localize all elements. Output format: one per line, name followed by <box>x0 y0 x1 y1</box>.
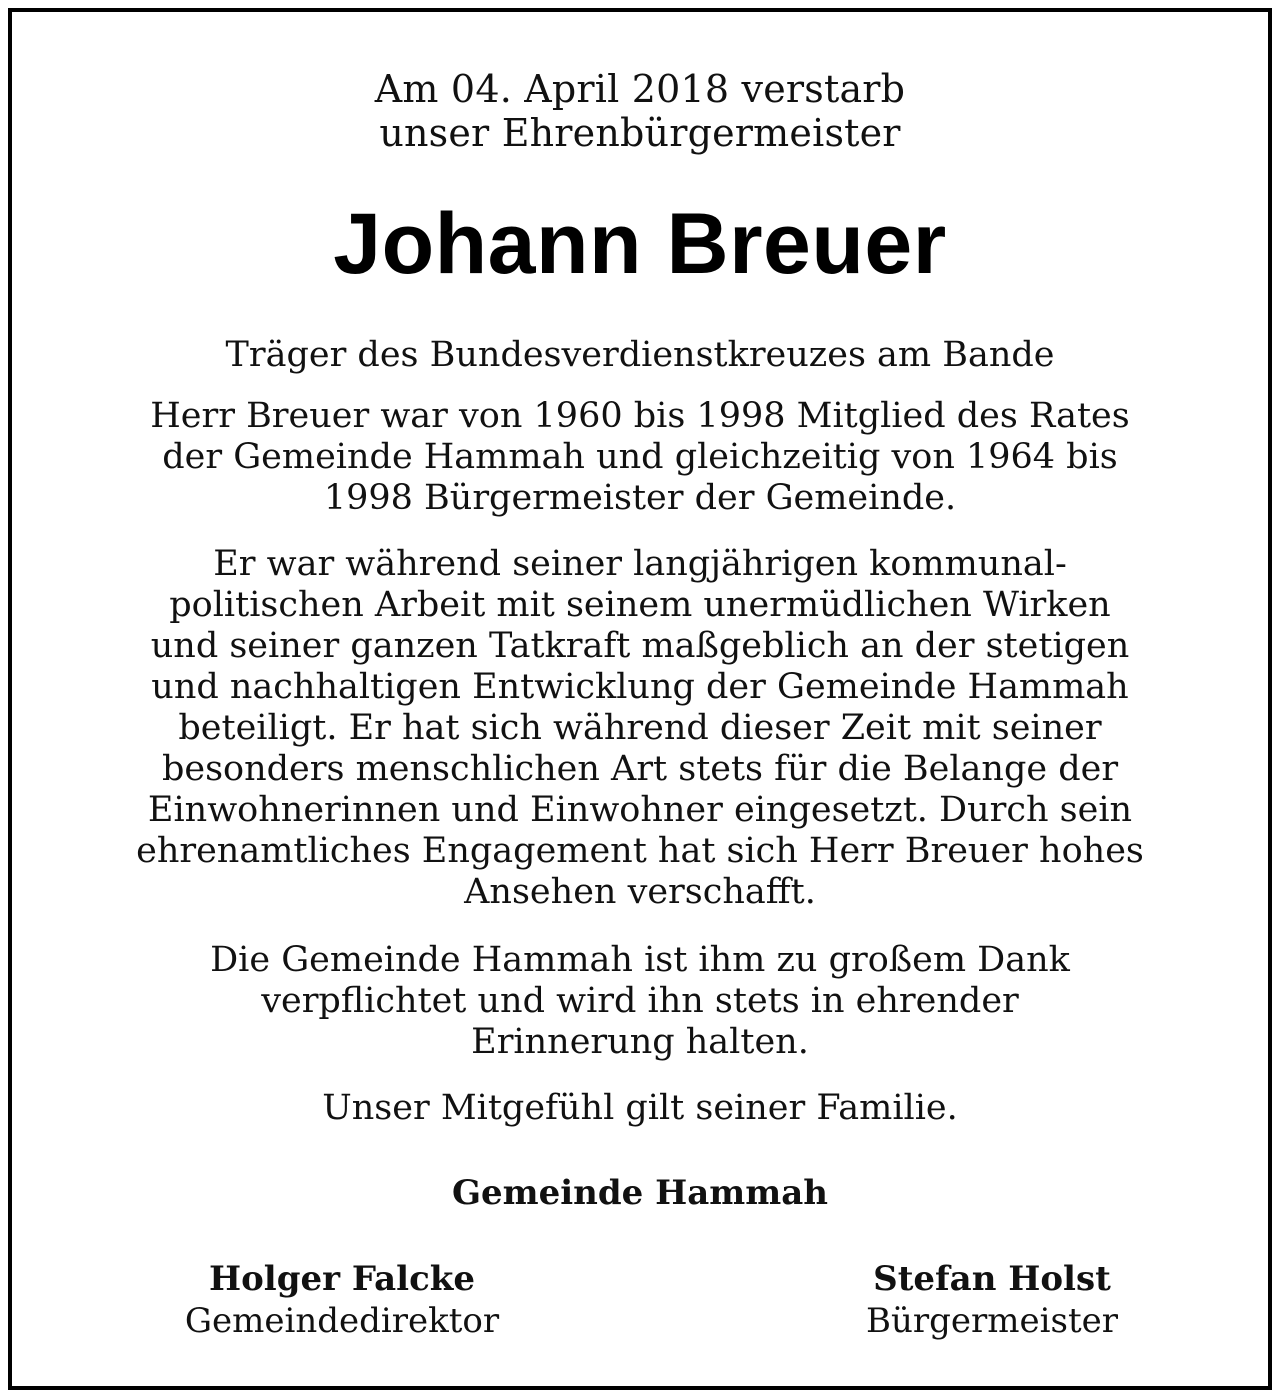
text-line: Unser Mitgefühl gilt seiner Familie. <box>322 1088 958 1128</box>
paragraph-gratitude <box>72 940 1208 1063</box>
signatory-left <box>112 1258 572 1342</box>
intro-text <box>12 67 1268 155</box>
signatory-name: Holger Falcke <box>209 1259 475 1299</box>
text-line: Einwohnerinnen und Einwohner eingesetzt. Durch sein <box>147 790 1133 830</box>
text-line: Erinnerung halten. <box>471 1022 809 1062</box>
honor-line: Träger des Bundesverdienstkreuzes am Bande <box>225 335 1055 375</box>
signatory-right <box>762 1258 1222 1342</box>
text-line: beteiligt. Er hat sich während dieser Zeit mit seiner <box>178 708 1102 748</box>
intro-line: unser Ehrenbürgermeister <box>379 111 901 155</box>
text-line: Ansehen verschafft. <box>464 872 816 912</box>
text-line: Herr Breuer war von 1960 bis 1998 Mitglied des Rates <box>150 396 1130 436</box>
obituary-notice-frame <box>8 8 1272 1390</box>
paragraph-career <box>72 396 1208 519</box>
text-line: ehrenamtliches Engagement hat sich Herr Breuer hohes <box>136 831 1144 871</box>
text-line: verpflichtet und wird ihn stets in ehrender <box>261 981 1019 1021</box>
text-line: Er war während seiner langjährigen kommunal- <box>213 544 1067 584</box>
signatory-name: Stefan Holst <box>873 1259 1111 1299</box>
text-line: und seiner ganzen Tatkraft maßgeblich an der stetigen <box>150 626 1130 666</box>
text-line: besonders menschlichen Art stets für die Belange der <box>161 749 1119 789</box>
text-line: und nachhaltigen Entwicklung der Gemeinde Hammah <box>151 667 1129 707</box>
signatory-role: Bürgermeister <box>866 1301 1118 1341</box>
text-line: politischen Arbeit mit seinem unermüdlichen Wirken <box>169 585 1111 625</box>
paragraph-merits <box>72 544 1208 913</box>
text-line: Die Gemeinde Hammah ist ihm zu großem Dank <box>210 940 1070 980</box>
intro-line: Am 04. April 2018 verstarb <box>374 67 906 111</box>
text-line: der Gemeinde Hammah und gleichzeitig von 1964 bis <box>162 437 1118 477</box>
paragraph-condolence <box>72 1088 1208 1129</box>
text-line: 1998 Bürgermeister der Gemeinde. <box>323 478 957 518</box>
organization-name: Gemeinde Hammah <box>451 1173 828 1213</box>
signatory-role: Gemeindedirektor <box>184 1301 500 1341</box>
deceased-name: Johann Breuer <box>333 196 947 292</box>
